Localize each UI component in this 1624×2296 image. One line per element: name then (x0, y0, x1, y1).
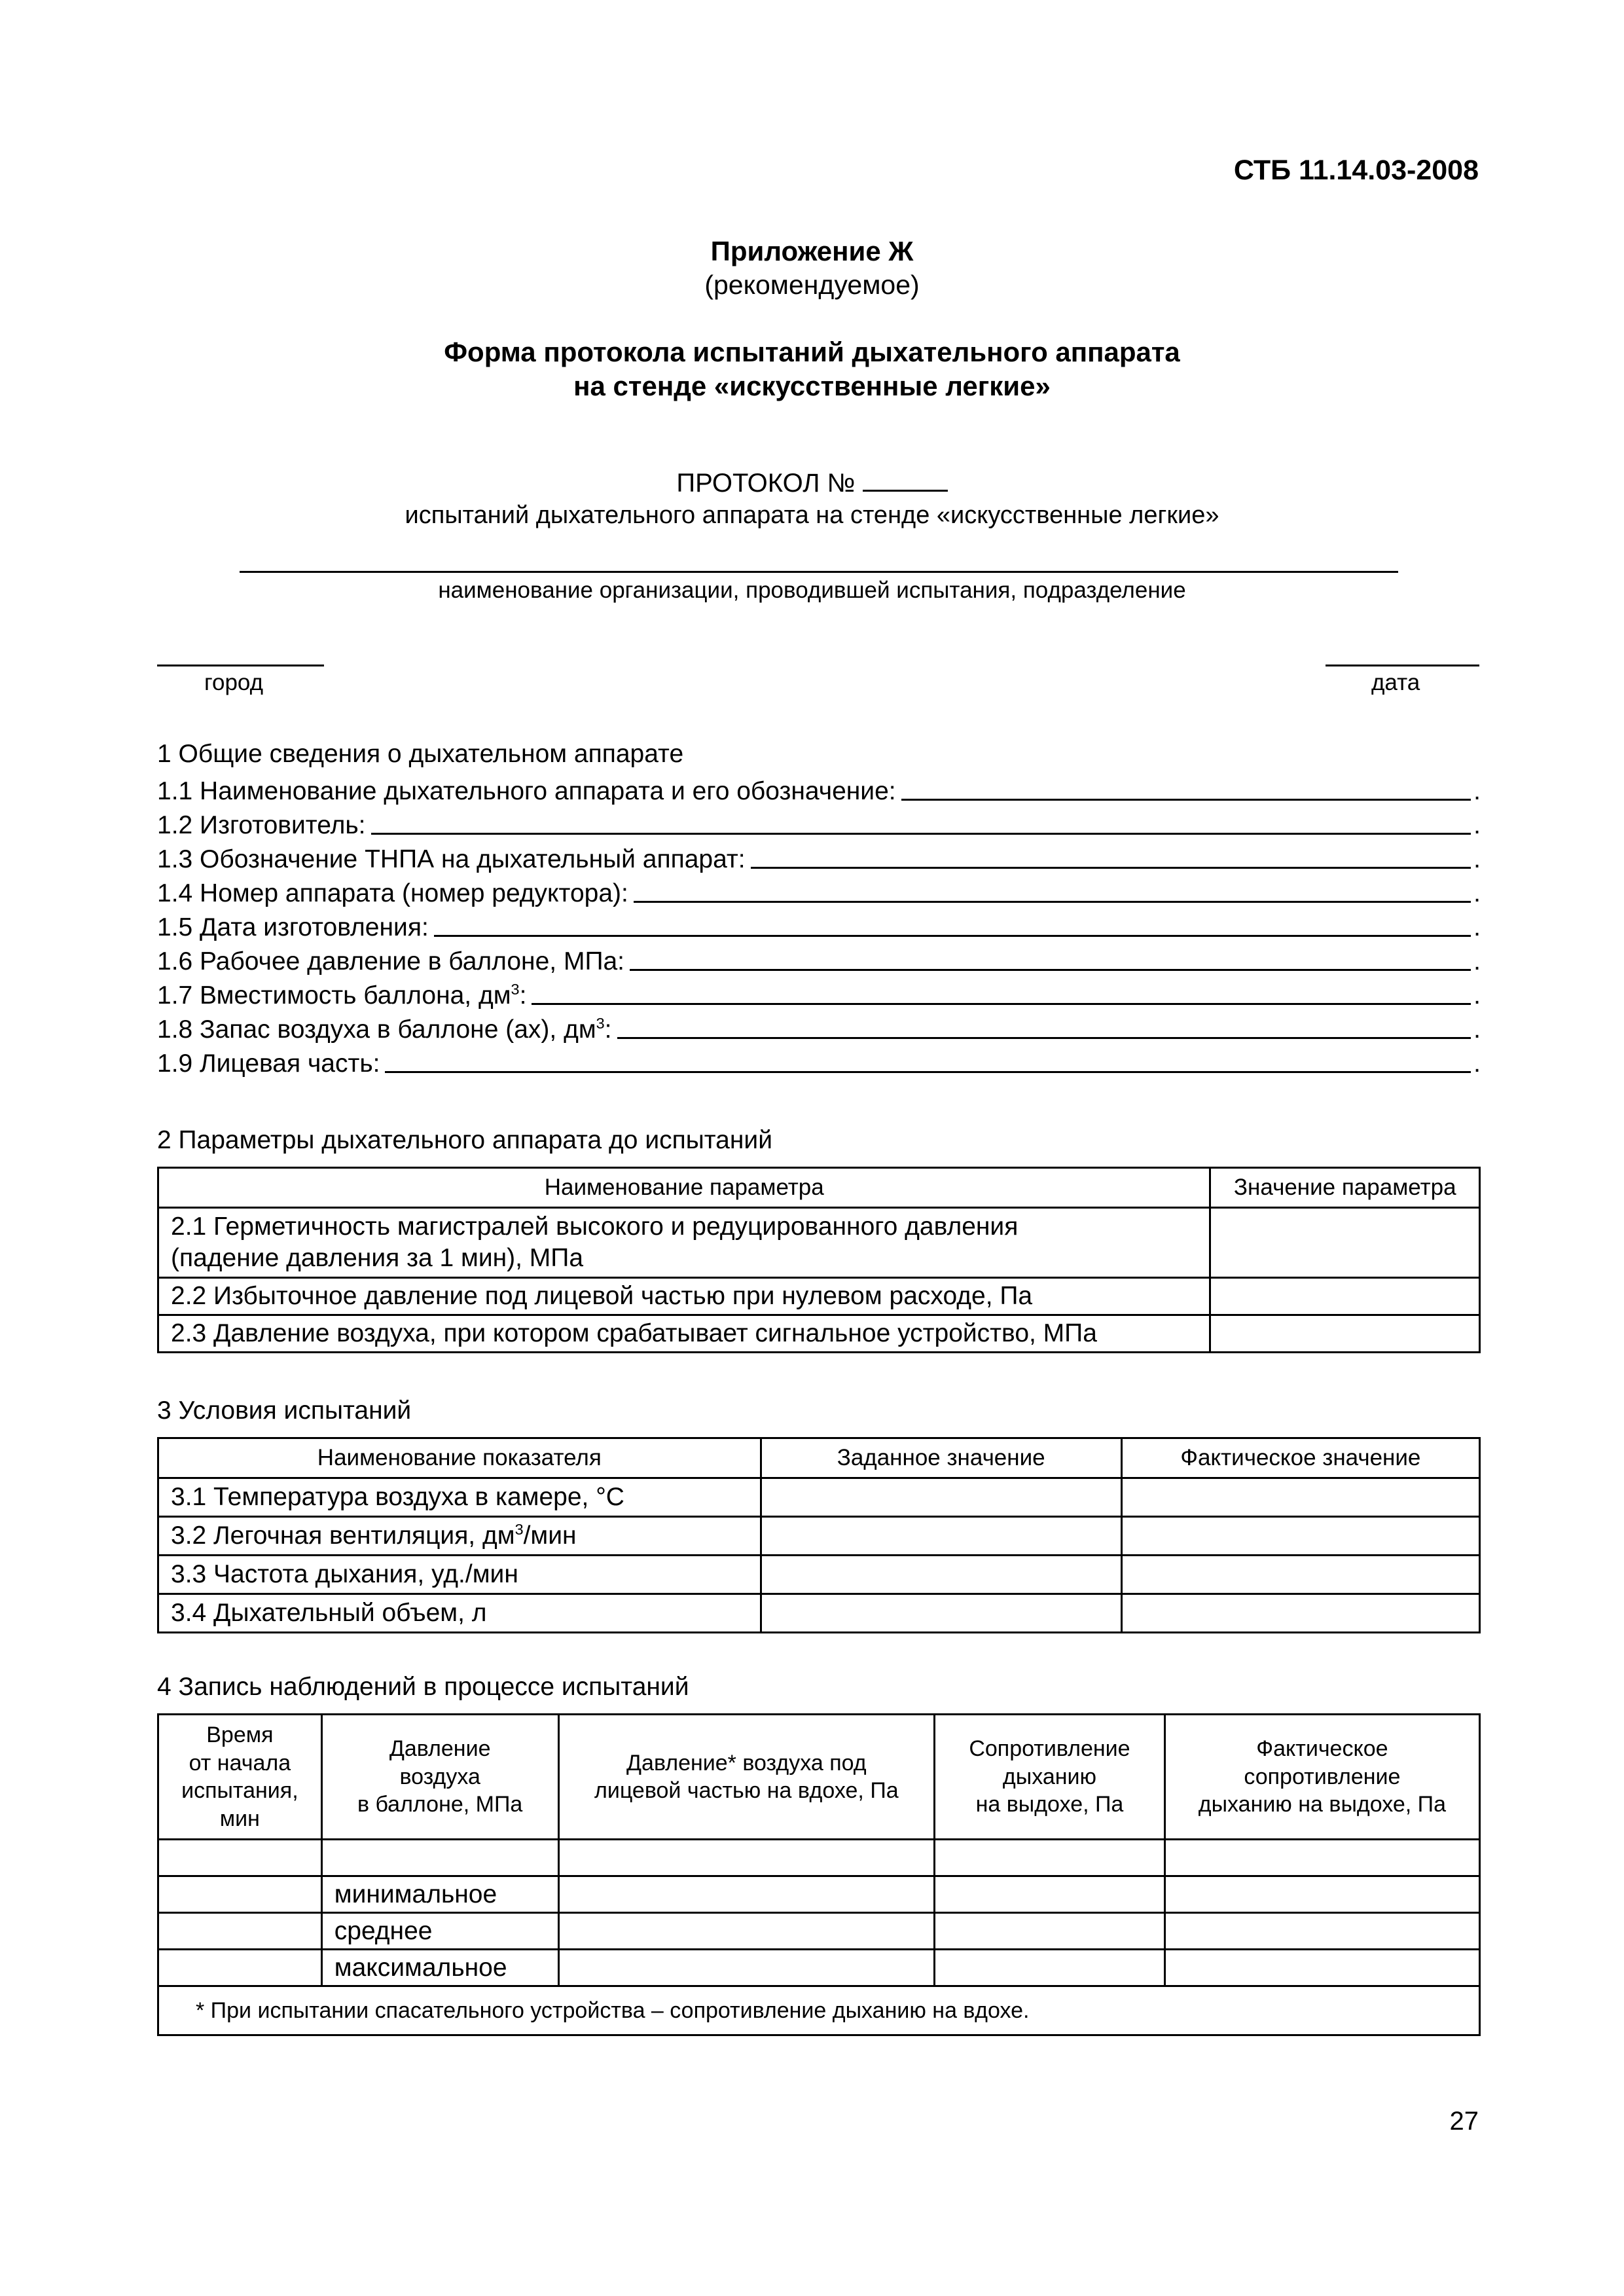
appendix-status: (рекомендуемое) (704, 270, 920, 300)
fill-line (751, 867, 1471, 869)
field-end-dot: . (1473, 777, 1481, 806)
field-label: 1.5 Дата изготовления: (157, 913, 429, 942)
column-header-mask-pressure (558, 1715, 935, 1840)
table-row (158, 1315, 1480, 1353)
set-value-cell (761, 1478, 1121, 1517)
actual-value-cell (1121, 1556, 1479, 1594)
data-cell (935, 1840, 1165, 1876)
column-header-time (158, 1715, 322, 1840)
fill-line (532, 1003, 1471, 1005)
data-cell (1164, 1876, 1479, 1913)
field-end-dot: . (1473, 1049, 1481, 1078)
data-cell (321, 1840, 558, 1876)
standard-code: СТБ 11.14.03-2008 (1233, 155, 1479, 186)
organization-blank-line (240, 571, 1398, 573)
value-cell (1210, 1315, 1480, 1353)
header-line: Давление (389, 1736, 491, 1762)
column-header-actual-resistance (1164, 1715, 1479, 1840)
protocol-title-text: ПРОТОКОЛ № (676, 469, 856, 498)
table-row (158, 1913, 1480, 1950)
form-title-line-1: Форма протокола испытаний дыхательного аппарата (444, 337, 1180, 367)
indicator-cell: 3.3 Частота дыхания, уд./мин (158, 1556, 761, 1594)
appendix-title: Приложение Ж (710, 236, 914, 266)
actual-value-cell (1121, 1517, 1479, 1556)
header-line: мин (219, 1806, 260, 1831)
table-row (158, 1950, 1480, 1986)
protocol-number-blank (863, 469, 948, 492)
header-line: сопротивление (1244, 1764, 1401, 1789)
date-blank-line (1326, 665, 1479, 666)
fill-line (385, 1071, 1471, 1073)
data-cell (158, 1840, 322, 1876)
actual-value-cell (1121, 1594, 1479, 1633)
set-value-cell (761, 1517, 1121, 1556)
data-cell (158, 1950, 322, 1986)
parameter-text-line-1: 2.1 Герметичность магистралей высокого и редуцированного давления (171, 1212, 1019, 1241)
field-label: 1.9 Лицевая часть: (157, 1049, 380, 1078)
observations-table (157, 1713, 1481, 2036)
field-end-dot: . (1473, 913, 1481, 942)
table-row (158, 1594, 1480, 1633)
table-row (158, 1278, 1480, 1315)
fill-line (901, 799, 1471, 801)
header-line: на выдохе, Па (975, 1792, 1124, 1817)
indicator-text: 3.2 Легочная вентиляция, дм (171, 1522, 515, 1550)
indicator-cell (158, 1517, 761, 1556)
header-line: дыханию на выдохе, Па (1198, 1792, 1447, 1817)
data-cell (935, 1913, 1165, 1950)
footnote-row (158, 1986, 1480, 2035)
field-1-4 (157, 875, 1481, 907)
header-line: в баллоне, МПа (357, 1792, 523, 1817)
field-end-dot: . (1473, 879, 1481, 908)
column-header-parameter: Наименование параметра (158, 1168, 1210, 1208)
field-colon: : (604, 1015, 612, 1044)
table-row (158, 1517, 1480, 1556)
data-cell (1164, 1950, 1479, 1986)
data-cell (935, 1950, 1165, 1986)
section-4-heading: 4 Запись наблюдений в процессе испытаний (157, 1673, 689, 1701)
data-cell (558, 1840, 935, 1876)
table-header-row (158, 1168, 1480, 1208)
header-line: от начала (189, 1750, 291, 1776)
footnote: * При испытании спасательного устройства – сопротивление дыханию на вдохе. (158, 1986, 1480, 2035)
section-2-heading: 2 Параметры дыхательного аппарата до испытаний (157, 1126, 772, 1154)
table-row (158, 1876, 1480, 1913)
column-header-cylinder-pressure (321, 1715, 558, 1840)
protocol-subtitle: испытаний дыхательного аппарата на стенде «искусственные легкие» (405, 501, 1219, 529)
header-line: лицевой частью на вдохе, Па (594, 1778, 899, 1803)
header-line: Давление* воздуха под (626, 1750, 867, 1776)
section-1-heading: 1 Общие сведения о дыхательном аппарате (157, 740, 684, 768)
field-colon: : (519, 981, 527, 1010)
table-row (158, 1556, 1480, 1594)
parameter-text-line-2: (падение давления за 1 мин), МПа (171, 1244, 584, 1272)
field-label: 1.1 Наименование дыхательного аппарата и его обозначение: (157, 777, 896, 806)
page-number: 27 (1449, 2107, 1479, 2136)
parameters-table (157, 1167, 1481, 1353)
column-header-actual-value: Фактическое значение (1121, 1438, 1479, 1478)
field-1-6 (157, 943, 1481, 975)
value-cell (1210, 1208, 1480, 1278)
field-label (157, 1017, 617, 1044)
set-value-cell (761, 1594, 1121, 1633)
field-end-dot: . (1473, 947, 1481, 976)
indicator-cell: 3.4 Дыхательный объем, л (158, 1594, 761, 1633)
superscript: 3 (511, 981, 520, 998)
header-line: дыханию (1002, 1764, 1096, 1789)
fill-line (371, 833, 1471, 835)
conditions-table (157, 1437, 1481, 1633)
set-value-cell (761, 1556, 1121, 1594)
form-title-line-2: на стенде «искусственные легкие» (573, 371, 1051, 401)
actual-value-cell (1121, 1478, 1479, 1517)
date-caption: дата (1371, 670, 1420, 695)
field-label: 1.6 Рабочее давление в баллоне, МПа: (157, 947, 624, 976)
data-cell (158, 1876, 322, 1913)
row-label-average: среднее (321, 1913, 558, 1950)
protocol-title (0, 469, 1624, 498)
column-header-value: Значение параметра (1210, 1168, 1480, 1208)
indicator-cell: 3.1 Температура воздуха в камере, °С (158, 1478, 761, 1517)
data-cell (558, 1876, 935, 1913)
field-1-9 (157, 1045, 1481, 1078)
parameter-cell (158, 1208, 1210, 1278)
field-1-8 (157, 1011, 1481, 1044)
field-1-2 (157, 807, 1481, 839)
fill-line (434, 935, 1471, 937)
field-end-dot: . (1473, 1015, 1481, 1044)
organization-caption: наименование организации, проводившей испытания, подразделение (438, 577, 1186, 603)
fill-line (630, 969, 1471, 971)
data-cell (558, 1950, 935, 1986)
fill-line (617, 1037, 1471, 1039)
field-label: 1.2 Изготовитель: (157, 811, 366, 840)
header-line: Фактическое (1256, 1736, 1388, 1762)
column-header-set-value: Заданное значение (761, 1438, 1121, 1478)
header-line: Время (206, 1722, 274, 1747)
data-cell (558, 1913, 935, 1950)
section-3-heading: 3 Условия испытаний (157, 1396, 412, 1425)
parameter-cell: 2.2 Избыточное давление под лицевой частью при нулевом расходе, Па (158, 1278, 1210, 1315)
table-header-row (158, 1438, 1480, 1478)
field-label: 1.3 Обозначение ТНПА на дыхательный аппарат: (157, 845, 746, 874)
table-row (158, 1840, 1480, 1876)
field-1-1 (157, 773, 1481, 805)
value-cell (1210, 1278, 1480, 1315)
table-row (158, 1208, 1480, 1278)
header-line: воздуха (399, 1764, 480, 1789)
field-label (157, 983, 532, 1010)
field-end-dot: . (1473, 811, 1481, 840)
table-header-row (158, 1715, 1480, 1840)
data-cell (1164, 1913, 1479, 1950)
column-header-exhale-resistance (935, 1715, 1165, 1840)
data-cell (158, 1913, 322, 1950)
column-header-indicator: Наименование показателя (158, 1438, 761, 1478)
field-1-5 (157, 909, 1481, 941)
field-label-text: 1.8 Запас воздуха в баллоне (ах), дм (157, 1015, 596, 1044)
row-label-maximum: максимальное (321, 1950, 558, 1986)
table-row (158, 1478, 1480, 1517)
data-cell (935, 1876, 1165, 1913)
field-end-dot: . (1473, 845, 1481, 874)
fill-line (634, 901, 1471, 903)
header-line: Сопротивление (969, 1736, 1130, 1762)
field-1-7 (157, 977, 1481, 1010)
indicator-unit: /мин (523, 1522, 577, 1550)
city-blank-line (157, 665, 324, 666)
field-label-text: 1.7 Вместимость баллона, дм (157, 981, 511, 1010)
superscript: 3 (596, 1015, 605, 1032)
header-line: испытания, (181, 1778, 298, 1803)
data-cell (1164, 1840, 1479, 1876)
parameter-cell: 2.3 Давление воздуха, при котором срабатывает сигнальное устройство, МПа (158, 1315, 1210, 1353)
row-label-minimum: минимальное (321, 1876, 558, 1913)
superscript: 3 (514, 1521, 524, 1539)
city-caption: город (204, 670, 264, 695)
field-end-dot: . (1473, 981, 1481, 1010)
field-label: 1.4 Номер аппарата (номер редуктора): (157, 879, 628, 908)
field-1-3 (157, 841, 1481, 873)
